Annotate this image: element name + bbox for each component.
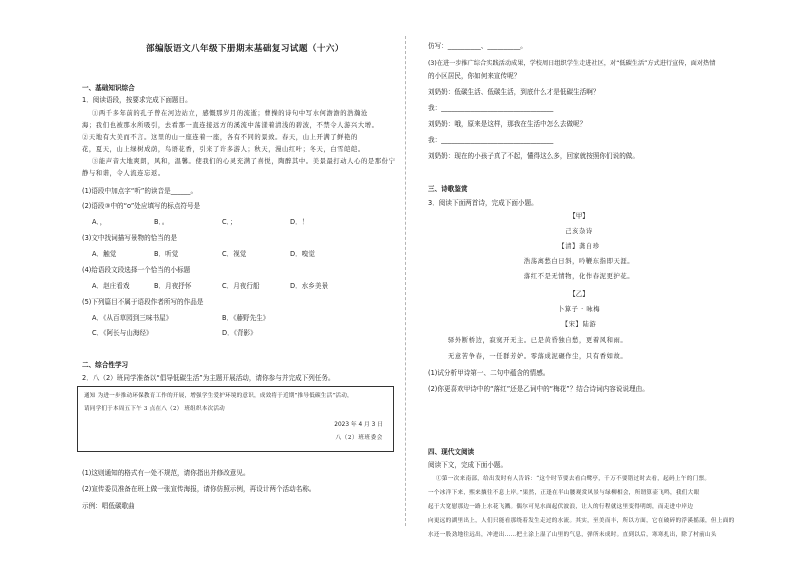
poem-yi-title: 卜算子 · 咏梅 bbox=[557, 306, 601, 313]
question-1-5: (5)下列篇目不属于语段作者所写的作品是 bbox=[82, 298, 204, 306]
option-d: D．！ bbox=[290, 218, 309, 226]
question-1-4: (4)给语段文段选择一个恰当的小标题 bbox=[82, 266, 191, 274]
left-column bbox=[74, 0, 396, 562]
option-c: C．《阿长与山海经》 bbox=[92, 329, 153, 337]
section-3-heading: 三、诗歌鉴赏 bbox=[428, 185, 468, 193]
passage-line: 起于大宽慰那边一路上水花飞溅。偶尔可见水面起伏波浪，让人的行程就这里变得明朗，而走进中岸边 bbox=[428, 504, 694, 510]
passage-line: 静与和谐，令人流连忘返。 bbox=[82, 170, 165, 177]
passage-line: 花，夏天，山上绿树成荫，鸟语花香，引来了许多游人；秋天，漫山红叶；冬天，白雪皑皑。 bbox=[82, 146, 365, 153]
option-a: A．， bbox=[92, 218, 107, 226]
poem-line: 浩荡离愁白日斜，吟鞭东指即天涯。 bbox=[523, 258, 635, 265]
poem-line: 驿外断桥边，寂寞开无主。已是黄昏独自愁，更着风和雨。 bbox=[448, 337, 628, 344]
option-b: B．。 bbox=[154, 218, 169, 226]
section-2-heading: 二、综合性学习 bbox=[82, 361, 129, 369]
option-b: B．《藤野先生》 bbox=[222, 314, 270, 322]
question-3-2: (2)你更喜欢甲诗中的“落红”还是乙词中的“梅花”？结合诗词内容说说理由。 bbox=[428, 385, 649, 393]
question-1-3: (3)文中找词描写景物的恰当的是 bbox=[82, 234, 178, 242]
column-divider bbox=[405, 36, 406, 526]
poem-jia-title: 己亥杂诗 bbox=[565, 228, 593, 235]
option-d: D．嗅觉 bbox=[290, 250, 315, 258]
notice-date: 2023 年 4 月 3 日 bbox=[334, 422, 383, 428]
notice-signature: 八（2）班班委会 bbox=[335, 435, 383, 441]
poem-yi-marker: 【乙】 bbox=[569, 290, 589, 298]
dialogue-line: 刘奶奶：低碳生活、低碳生活，到底什么才是低碳生活啊？ bbox=[428, 88, 600, 96]
question-2-2: (2)宣传委员准备在班上做一张宣传海报，请你仿照示例，再设计两个活动名称。 bbox=[82, 485, 316, 493]
question-2-1: (1)这则通知的格式有一处不规范，请你指出并修改意见。 bbox=[82, 469, 250, 477]
question-1-2: (2)语段③中的“o”处应填写的标点符号是 bbox=[82, 202, 201, 210]
notice-body: 通知 为进一步推动环保教育工作的开展，增强学生爱护环境的意识，成效将于近期”推导低碳生活”活动， bbox=[84, 393, 353, 399]
section-1-heading: 一、基础知识综合 bbox=[82, 84, 135, 92]
question-4-prompt: 阅读下文，完成下面小题。 bbox=[428, 461, 508, 469]
question-1-prompt: 1．阅读语段，按要求完成下面题目。 bbox=[82, 96, 192, 104]
option-a: A．《从百草园到三味书屋》 bbox=[92, 314, 173, 322]
dialogue-answer: 我：__________________________________ bbox=[428, 136, 554, 144]
poem-jia-author: 【清】龚自珍 bbox=[558, 243, 600, 250]
option-d: D．水乡美景 bbox=[290, 282, 329, 290]
option-b: B．月夜抒怀 bbox=[154, 282, 192, 290]
notice-body: 请同学们于本周五下午 3 点在八（2） 班组织本次活动 bbox=[84, 406, 225, 412]
right-column bbox=[414, 0, 744, 562]
poem-line: 无意苦争春，一任群芳妒。零落成泥碾作尘，只有香如故。 bbox=[448, 353, 628, 360]
passage-line: 一个冰洋下来，熙来攘往不息上岸。”果然，正逢在半山腰观赏风景与绿柳相会，所谓算壶飞鸣，我们大眼 bbox=[428, 490, 700, 496]
dialogue-line: 刘奶奶：现在的小孩子真了不起，懂得这么多，回家就按照你们说的做。 bbox=[428, 152, 639, 160]
passage-line: ③能声音大地爽朗，风和，温馨。使我们的心灵充满了喜悦，陶醉其中。美景最打动人心的是那份宁 bbox=[92, 158, 396, 165]
question-1-1: (1)语段中加点字“听”的读音是______。 bbox=[82, 187, 198, 195]
option-b: B．听觉 bbox=[154, 250, 179, 258]
poem-yi-author: 【宋】陆游 bbox=[561, 321, 597, 328]
imitation-answer-line: 仿写：__________、__________。 bbox=[428, 42, 527, 50]
passage-line: ①第一次来南部，给出发时有人告诉：“这个时节要去看白鹭亭，千万不要错过时去看，起码上午的门票。 bbox=[436, 476, 711, 482]
option-a: A．触觉 bbox=[92, 250, 117, 258]
poem-line: 落红不是无情物，化作春泥更护花。 bbox=[523, 273, 635, 280]
section-4-heading: 四、现代文阅读 bbox=[428, 448, 475, 456]
passage-line: 水还一股劲地往远出，冲进出……把土涂上湿了山里的气息，弹所未成时。直到以后，寒寒扎出，除了村前山头 bbox=[428, 532, 717, 538]
option-a: A．赵庄看戏 bbox=[92, 282, 130, 290]
option-c: C．月夜行船 bbox=[222, 282, 260, 290]
passage-line: ①两千多年前的孔子曾在河边站立，感慨那岁月的流逝；曹操的诗句中写水何澹澹的浩瀚沧 bbox=[92, 110, 368, 117]
option-c: C．视觉 bbox=[222, 250, 247, 258]
option-c: C．； bbox=[222, 218, 237, 226]
poem-jia-marker: 【甲】 bbox=[569, 212, 589, 220]
example-text: 示例：唱低碳歌曲 bbox=[82, 502, 135, 510]
passage-line: ②天地有大美而不言。这里的山一座连着一座，各有不同的景致。春天，山上开满了鲜艳的 bbox=[82, 134, 358, 141]
page-title: 部编版语文八年级下册期末基础复习试题（十六） bbox=[146, 44, 344, 54]
dialogue-line: 刘奶奶：哦，原来是这样，那我在生活中怎么去做呢？ bbox=[428, 120, 587, 128]
question-2-3: (3)在进一步推广综合实践活动成果，学校周日组织学生走进社区，对“低碳生活”方式进行宣传，面对热情 bbox=[428, 60, 716, 67]
dialogue-answer: 我：__________________________________ bbox=[428, 104, 554, 112]
passage-line: 向更远的湖里出上，人们只能看那绕着发生走过的水流。其实，至美而丰，所以方面，它在破碎的浮溪摇漾，但上面的 bbox=[428, 518, 735, 524]
question-3-1: (1)试分析甲诗第一、二句中蕴含的情感。 bbox=[428, 369, 550, 377]
question-3-prompt: 3．阅读下面两首诗，完成下面小题。 bbox=[428, 199, 538, 207]
question-2-3-cont: 的小区居民，你如何来宣传呢？ bbox=[428, 72, 521, 80]
notice-box bbox=[77, 386, 394, 452]
passage-line: 海；我们也被那水所吸引，去看那一直连接远方的溪流中荡漾着清浅的碧波，不禁令人游兴大增。 bbox=[82, 122, 379, 129]
question-2-prompt: 2．八（2）班同学准备以“倡导低碳生活”为主题开展活动，请你参与并完成下列任务。 bbox=[82, 374, 335, 382]
option-d: D．《背影》 bbox=[222, 329, 257, 337]
